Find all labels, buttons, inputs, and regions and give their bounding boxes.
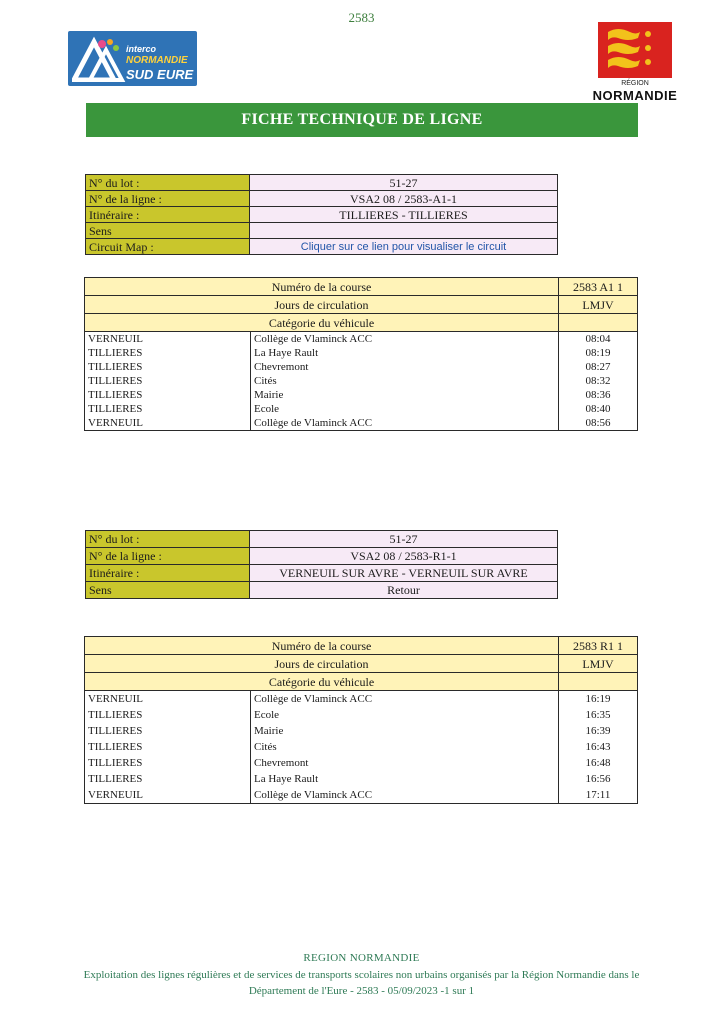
info-table-aller <box>85 174 558 255</box>
info-value: VSA2 08 / 2583-A1-1 <box>250 191 558 207</box>
table-row <box>85 723 638 739</box>
info-value: Retour <box>250 582 558 599</box>
info-value: 51-27 <box>250 531 558 548</box>
info-label: Sens <box>86 582 250 599</box>
info-value: TILLIERES - TILLIERES <box>250 207 558 223</box>
stop-name: Mairie <box>251 388 559 402</box>
info-row-sens <box>86 223 558 239</box>
footer-region-title: REGION NORMANDIE <box>303 952 420 964</box>
info-row-lot <box>86 531 558 548</box>
table-row <box>85 787 638 804</box>
stop-commune: VERNEUIL <box>85 787 251 804</box>
stop-time: 08:19 <box>559 346 638 360</box>
course-header-value <box>559 673 638 691</box>
table-row <box>85 402 638 416</box>
course-header-value: 2583 A1 1 <box>559 278 638 296</box>
stop-commune: TILLIERES <box>85 346 251 360</box>
stop-name: Collège de Vlaminck ACC <box>251 416 559 431</box>
stop-time: 16:56 <box>559 771 638 787</box>
info-value: 51-27 <box>250 175 558 191</box>
stop-name: Mairie <box>251 723 559 739</box>
stop-name: Cités <box>251 374 559 388</box>
page-title: FICHE TECHNIQUE DE LIGNE <box>86 103 638 137</box>
table-row <box>85 739 638 755</box>
table-row <box>85 346 638 360</box>
course-header-value: LMJV <box>559 655 638 673</box>
table-row <box>85 332 638 347</box>
stop-time: 08:04 <box>559 332 638 347</box>
table-row <box>85 374 638 388</box>
info-label: Itinéraire : <box>86 207 250 223</box>
info-label: Sens <box>86 223 250 239</box>
region-logo-small-text: RÉGION <box>621 80 649 87</box>
region-logo-big-text: NORMANDIE <box>592 88 678 103</box>
stop-time: 16:39 <box>559 723 638 739</box>
info-label: N° du lot : <box>86 175 250 191</box>
stop-commune: TILLIERES <box>85 771 251 787</box>
info-row-itineraire <box>86 207 558 223</box>
course-header-label: Numéro de la course <box>85 637 559 655</box>
stop-time: 08:36 <box>559 388 638 402</box>
course-header-row <box>85 655 638 673</box>
stop-time: 08:32 <box>559 374 638 388</box>
stop-name: Collège de Vlaminck ACC <box>251 691 559 708</box>
stop-commune: TILLIERES <box>85 388 251 402</box>
stop-commune: TILLIERES <box>85 723 251 739</box>
interco-logo-line1: interco <box>126 44 157 54</box>
info-value: VSA2 08 / 2583-R1-1 <box>250 548 558 565</box>
stop-commune: VERNEUIL <box>85 416 251 431</box>
page-number: 2583 <box>348 10 375 25</box>
info-label: Circuit Map : <box>86 239 250 255</box>
info-label: N° du lot : <box>86 531 250 548</box>
table-row <box>85 416 638 431</box>
table-row <box>85 707 638 723</box>
course-header-label: Numéro de la course <box>85 278 559 296</box>
stop-time: 08:27 <box>559 360 638 374</box>
course-header-row <box>85 637 638 655</box>
info-row-ligne <box>86 191 558 207</box>
stop-commune: TILLIERES <box>85 360 251 374</box>
interco-logo-line3: SUD EURE <box>126 67 194 82</box>
stop-time: 16:35 <box>559 707 638 723</box>
stop-name: Ecole <box>251 402 559 416</box>
info-label: N° de la ligne : <box>86 191 250 207</box>
table-row <box>85 771 638 787</box>
stop-commune: TILLIERES <box>85 402 251 416</box>
stop-name: Cités <box>251 739 559 755</box>
stop-commune: TILLIERES <box>85 739 251 755</box>
course-header-row <box>85 296 638 314</box>
stop-time: 16:43 <box>559 739 638 755</box>
info-label: N° de la ligne : <box>86 548 250 565</box>
stop-name: Ecole <box>251 707 559 723</box>
stop-commune: VERNEUIL <box>85 332 251 347</box>
info-row-ligne <box>86 548 558 565</box>
stop-commune: TILLIERES <box>85 374 251 388</box>
course-header-value: 2583 R1 1 <box>559 637 638 655</box>
stop-commune: VERNEUIL <box>85 691 251 708</box>
info-value <box>250 223 558 239</box>
course-table-aller <box>84 277 638 431</box>
stop-name: La Haye Rault <box>251 771 559 787</box>
interco-normandie-logo <box>68 31 197 86</box>
course-header-label: Jours de circulation <box>85 655 559 673</box>
stop-time: 16:19 <box>559 691 638 708</box>
stop-name: Collège de Vlaminck ACC <box>251 332 559 347</box>
stop-name: Chevremont <box>251 360 559 374</box>
table-row <box>85 691 638 708</box>
stop-name: La Haye Rault <box>251 346 559 360</box>
course-header-row <box>85 673 638 691</box>
normandy-lions-flag-icon <box>598 22 672 78</box>
stop-time: 08:40 <box>559 402 638 416</box>
table-row <box>85 755 638 771</box>
info-label: Itinéraire : <box>86 565 250 582</box>
stop-commune: TILLIERES <box>85 755 251 771</box>
course-header-value <box>559 314 638 332</box>
table-row <box>85 388 638 402</box>
region-normandie-logo <box>580 20 690 105</box>
interco-logo-line2: NORMANDIE <box>126 55 188 66</box>
course-header-label: Catégorie du véhicule <box>85 314 559 332</box>
stop-time: 16:48 <box>559 755 638 771</box>
stop-name: Chevremont <box>251 755 559 771</box>
table-row <box>85 360 638 374</box>
footer-reference: Département de l'Eure - 2583 - 05/09/2023 -1 sur 1 <box>248 985 475 997</box>
info-table-retour <box>85 530 558 599</box>
info-row-circuit-map <box>86 239 558 255</box>
footer-description: Exploitation des lignes régulières et de services de transports scolaires non urbains organisés par la Région Normandie dans le <box>83 969 640 981</box>
stop-time: 08:56 <box>559 416 638 431</box>
course-header-label: Jours de circulation <box>85 296 559 314</box>
circuit-map-link[interactable]: Cliquer sur ce lien pour visualiser le circuit <box>250 239 558 255</box>
stop-commune: TILLIERES <box>85 707 251 723</box>
course-header-row <box>85 314 638 332</box>
info-row-itineraire <box>86 565 558 582</box>
course-header-row <box>85 278 638 296</box>
course-header-value: LMJV <box>559 296 638 314</box>
course-header-label: Catégorie du véhicule <box>85 673 559 691</box>
info-row-sens <box>86 582 558 599</box>
interco-emblem-icon <box>72 36 126 82</box>
stop-name: Collège de Vlaminck ACC <box>251 787 559 804</box>
course-table-retour <box>84 636 638 804</box>
info-value: VERNEUIL SUR AVRE - VERNEUIL SUR AVRE <box>250 565 558 582</box>
info-row-lot <box>86 175 558 191</box>
stop-time: 17:11 <box>559 787 638 804</box>
